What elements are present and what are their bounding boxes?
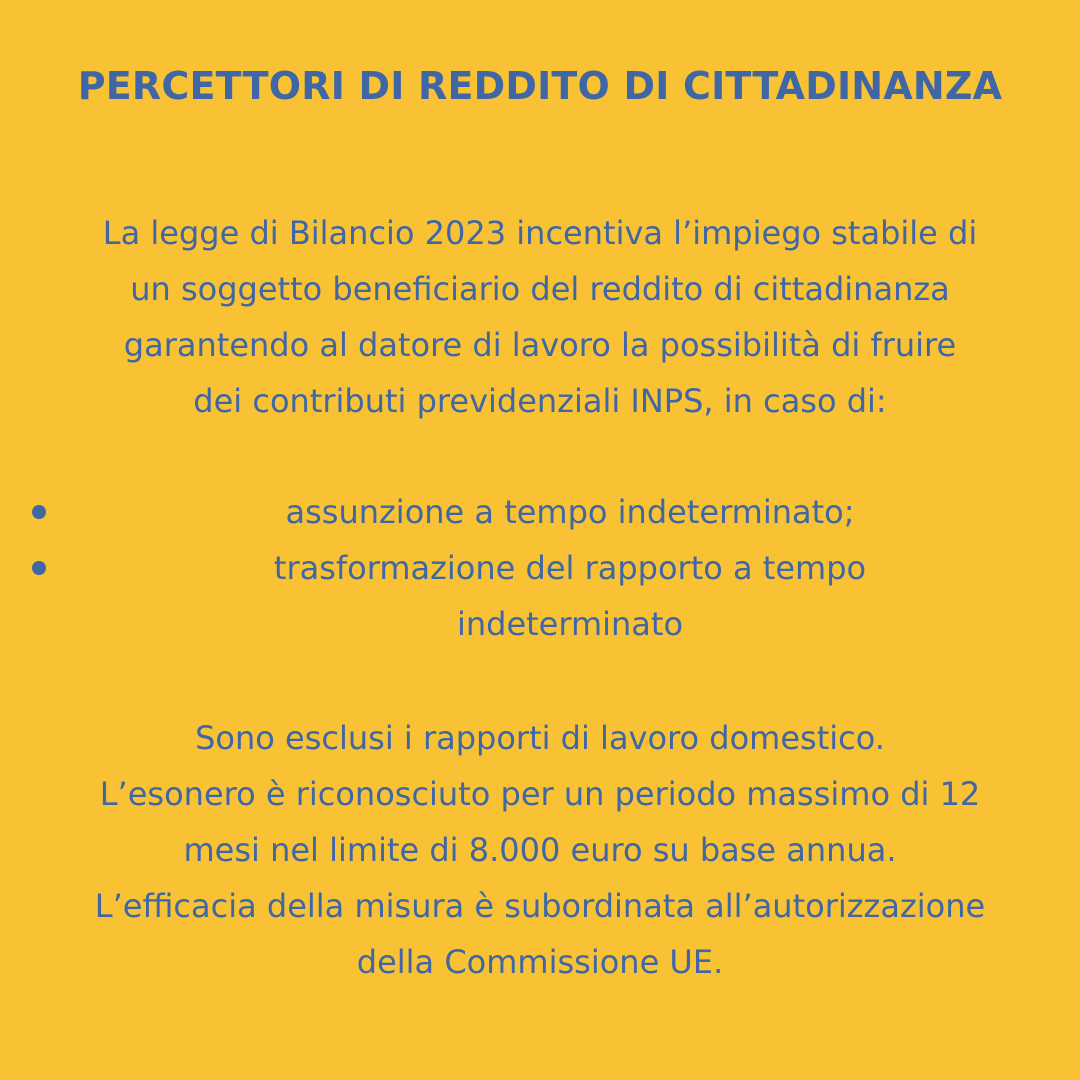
closing-paragraph bbox=[0, 710, 1080, 990]
closing-line: L’efficacia della misura è subordinata all’autorizzazione bbox=[94, 887, 986, 925]
bullet-text: indeterminato bbox=[456, 605, 684, 643]
intro-line: garantendo al datore di lavoro la possibilità di fruire bbox=[123, 326, 957, 364]
bullet-item-assunzione bbox=[0, 484, 1080, 540]
intro-line: dei contributi previdenziali INPS, in caso di: bbox=[193, 382, 887, 420]
intro-line: La legge di Bilancio 2023 incentiva l’impiego stabile di bbox=[102, 214, 978, 252]
closing-line: della Commissione UE. bbox=[356, 943, 724, 981]
intro-paragraph bbox=[0, 205, 1080, 429]
bullet-item-trasformazione bbox=[0, 540, 1080, 652]
closing-line: mesi nel limite di 8.000 euro su base annua. bbox=[183, 831, 897, 869]
bullet-icon bbox=[32, 561, 46, 575]
page-title: PERCETTORI DI REDDITO DI CITTADINANZA bbox=[77, 64, 1003, 108]
intro-line: un soggetto beneficiario del reddito di cittadinanza bbox=[130, 270, 950, 308]
bullet-text: trasformazione del rapporto a tempo bbox=[273, 549, 867, 587]
closing-line: L’esonero è riconosciuto per un periodo massimo di 12 bbox=[99, 775, 981, 813]
closing-line: Sono esclusi i rapporti di lavoro domestico. bbox=[195, 719, 885, 757]
bullet-list bbox=[0, 484, 1080, 652]
bullet-text: assunzione a tempo indeterminato; bbox=[285, 493, 855, 531]
bullet-icon bbox=[32, 505, 46, 519]
